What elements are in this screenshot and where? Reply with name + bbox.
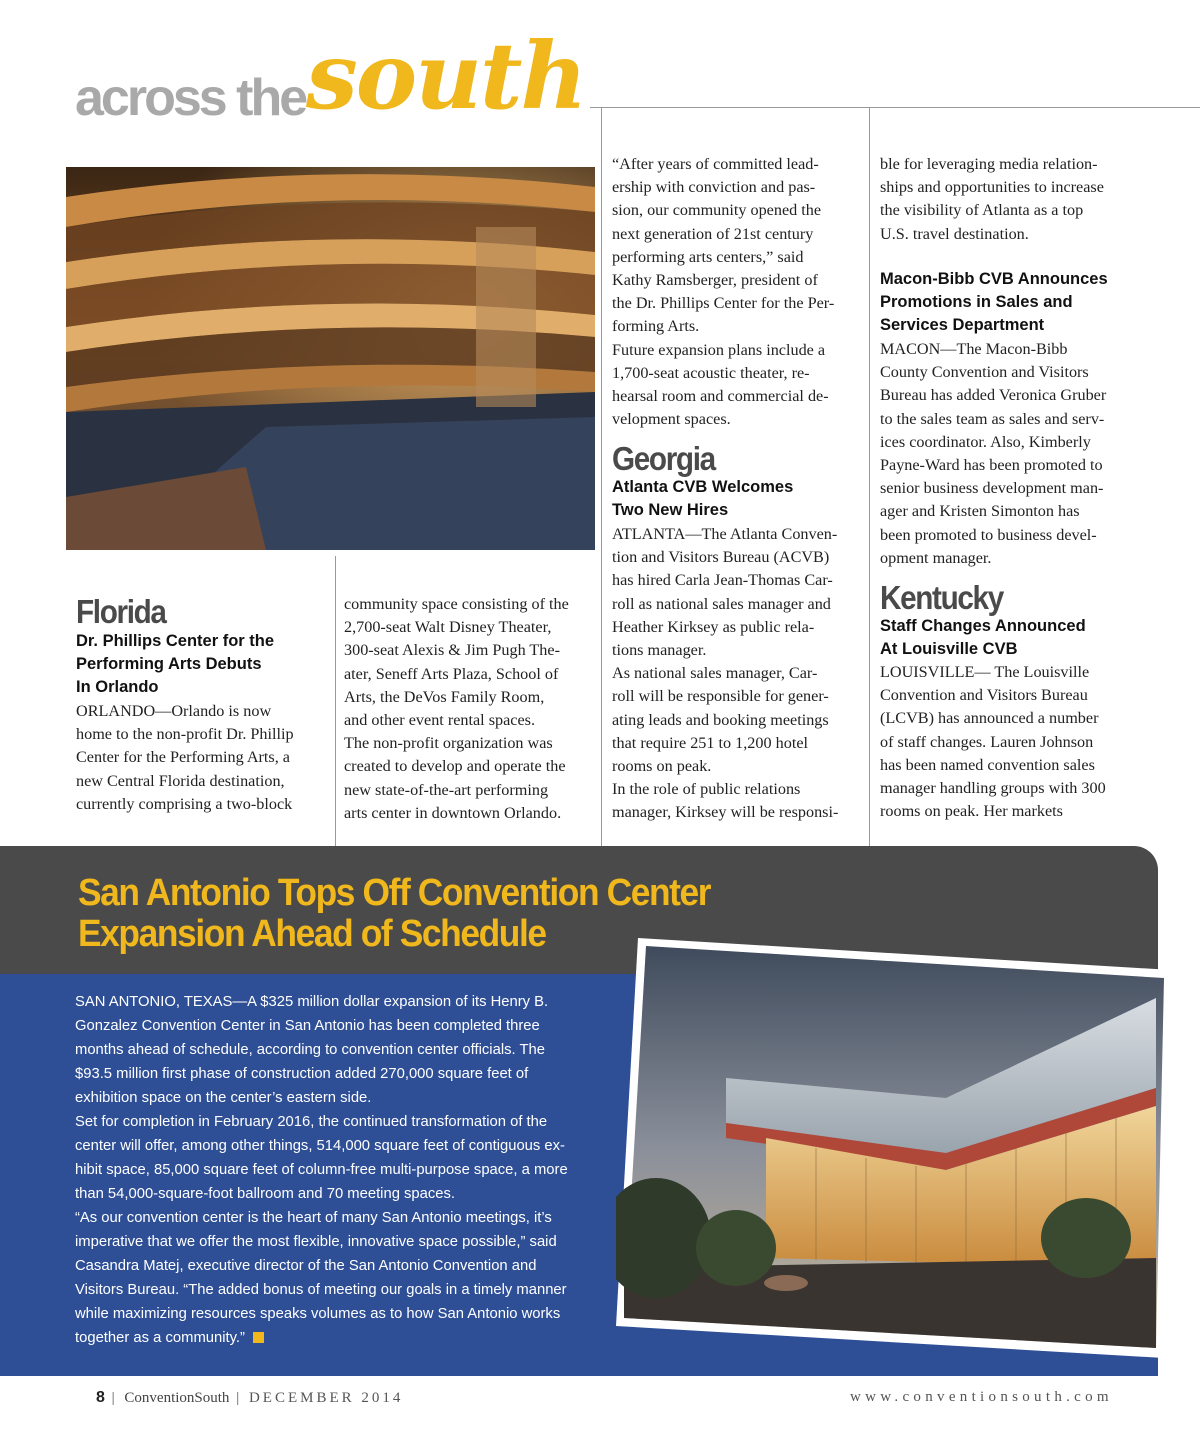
feature-title: San Antonio Tops Off Convention Center Expansion Ahead of Schedule bbox=[78, 872, 711, 955]
page-number: 8 bbox=[96, 1389, 105, 1406]
section-title-highlight: south bbox=[306, 22, 586, 130]
column-rule bbox=[869, 108, 870, 846]
convention-center-rendering bbox=[616, 938, 1172, 1358]
kentucky-subhead: Staff Changes Announced At Louisville CVB bbox=[880, 617, 1086, 659]
theater-interior-photo bbox=[66, 167, 595, 550]
feature-body-text: SAN ANTONIO, TEXAS—A $325 million dollar expansion of its Henry B. Gonzalez Convention Center in San Antonio has been completed three months ahead of schedule, according to convention center officials. The $93.5 million first phase of construction added 270,000 square feet of exhibition space on the center’s eastern side. Set for completion in February 2016, the continued transformation of the center will offer, among other things, 514,000 square feet of contiguous ex- hibit space, 85,000 square feet of column-free multi-purpose space, a more than 54,000-square-foot ballroom and 70 meeting spaces. “As our convention center is the heart of many San Antonio meetings, it’s imperative that we offer the most flexible, innovative space possible,” said Casandra Matej, executive director of the San Antonio Convention and Visitors Bureau. “The added bonus of meeting our goals in a timely manner while maximizing resources speaks volumes as to how San Antonio works together as a community.” bbox=[75, 994, 568, 1346]
section-title-prefix: across the bbox=[75, 69, 306, 127]
header-rule bbox=[590, 107, 1200, 108]
georgia-body-col4: ble for leveraging media relation- ships and opportunities to increase the visibility of Atlanta as a top U.S. travel destination. bbox=[880, 155, 1104, 243]
feature-body bbox=[75, 990, 595, 1350]
state-heading-kentucky: Kentucky bbox=[880, 579, 1003, 616]
florida-body-col3: “After years of committed lead- ership with conviction and pas- sion, our community opened the next generation of 21st century performing arts centers,” said Kathy Ramsberger, president of the Dr. Phillips Center for the Per- forming Arts. Future expansion plans include a 1,700-seat acoustic theater, re- hearsal room and commercial de- velopment spaces. bbox=[612, 155, 835, 429]
footer-separator: | bbox=[104, 1390, 125, 1406]
kentucky-body: LOUISVILLE— The Louisville Convention and Visitors Bureau (LCVB) has announced a number of staff changes. Lauren Johnson has been named convention sales manager handling groups with 300 rooms on peak. Her markets bbox=[880, 663, 1106, 821]
column-rule bbox=[335, 556, 336, 846]
macon-subhead: Macon-Bibb CVB Announces Promotions in Sales and Services Department bbox=[880, 270, 1108, 335]
state-heading-florida: Florida bbox=[76, 593, 166, 630]
georgia-subhead: Atlanta CVB Welcomes Two New Hires bbox=[612, 478, 794, 520]
column-rule bbox=[601, 108, 602, 846]
florida-body-col1: ORLANDO—Orlando is now home to the non-profit Dr. Phillip Center for the Performing Arts, a new Central Florida destination, currently comprising a two-block bbox=[76, 702, 294, 813]
florida-body-col2: community space consisting of the 2,700-seat Walt Disney Theater, 300-seat Alexis & Jim Pugh The- ater, Seneff Arts Plaza, School of Arts, the DeVos Family Room, and other event rental spaces. The non-profit organization was created to develop and operate the new state-of-the-art performing arts center in downtown Orlando. bbox=[344, 595, 569, 822]
florida-subhead: Dr. Phillips Center for the Performing Arts Debuts In Orlando bbox=[76, 632, 275, 697]
georgia-body-col3: ATLANTA—The Atlanta Conven- tion and Visitors Bureau (ACVB) has hired Carla Jean-Thomas Car- roll as national sales manager and Heather Kirksey as public rela- tions manager. As national sales manager, Car- roll will be responsible for gener- ating leads and booking meetings that require 251 to 1,200 hotel rooms on peak. In the role of public relations manager, Kirksey will be responsi- bbox=[612, 525, 839, 822]
footer-website[interactable]: www.conventionsouth.com bbox=[850, 1389, 1113, 1405]
state-heading-georgia: Georgia bbox=[612, 440, 715, 477]
end-mark-icon bbox=[253, 1332, 264, 1343]
footer-issue bbox=[96, 1389, 403, 1407]
magazine-name: ConventionSouth bbox=[124, 1390, 230, 1406]
footer-separator: | bbox=[229, 1390, 249, 1406]
issue-date: DECEMBER 2014 bbox=[248, 1390, 404, 1406]
macon-body: MACON—The Macon-Bibb County Convention and Visitors Bureau has added Veronica Gruber to the sales team as sales and serv- ices coordinator. Also, Kimberly Payne-Ward has been promoted to senior business development man- ager and Kristen Simonton has been promoted to business devel- opment manager. bbox=[880, 340, 1107, 567]
